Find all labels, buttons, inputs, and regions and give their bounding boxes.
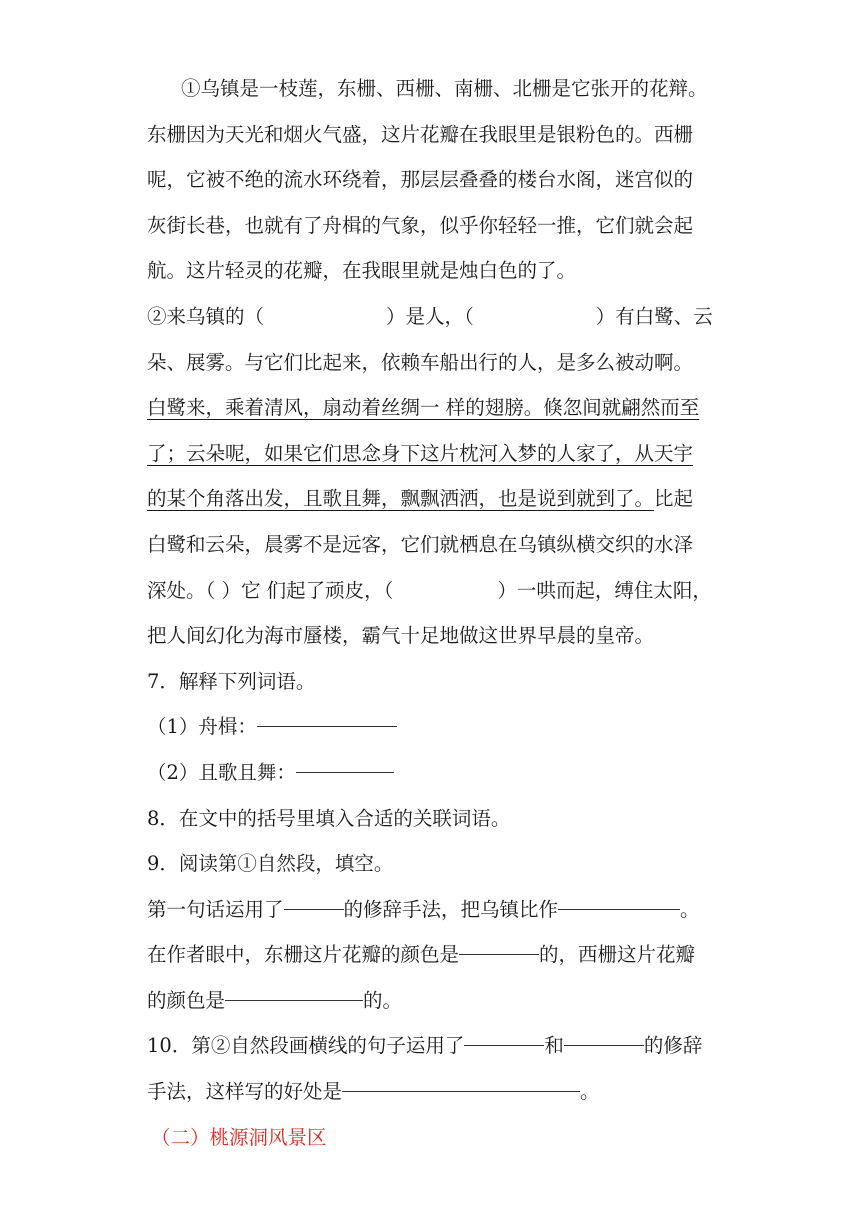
p2-text-l5b: 比起 [654,487,694,511]
q10-text-c: 的修辞 [643,1034,703,1058]
passage-p1-line-2: 东栅因为天光和烟火气盛，这片花瓣在我眼里是银粉色的。西栅 [147,122,694,146]
question-9-line-2 [147,932,717,978]
q9-text-d: 在作者眼中，东栅这片花瓣的颜色是 [147,943,460,967]
p2-text-c: ）有白鹭、云 [595,304,713,328]
p2-text-l7a: 深处。（ ）它 们起了顽皮，（ [147,578,394,602]
p2-text-l7b: ）一哄而起，缚住太阳， [497,578,712,602]
question-7-1 [147,704,717,750]
q9-rhetoric-blank[interactable] [284,908,344,910]
passage-p2-line-6: 白鹭和云朵，晨雾不是远客，它们就栖息在乌镇纵横交织的水泽 [147,532,694,556]
worksheet-page [147,66,717,1160]
q9-text-e: 的，西栅这片花瓣 [539,943,696,967]
passage-p2-line-2: 朵、展雾。与它们比起来，依赖车船出行的人，是多么被动啊。 [147,350,694,374]
q7-1-answer-blank[interactable] [257,725,397,727]
p2-text-b: ）是人，（ [386,304,474,328]
question-10-line-2 [147,1069,717,1115]
q9-metaphor-blank[interactable] [558,908,680,910]
question-9: 9．阅读第①自然段，填空。 [147,852,394,876]
passage-p2-underlined-line-3: 的某个角落出发，且歌且舞，飘飘洒洒，也是说到就到了。 [147,487,655,511]
section-title: （二）桃源洞风景区 [151,1125,327,1149]
passage-p2-line-8: 把人间幻化为海市蜃楼，霸气十足地做这世界早晨的皇帝。 [147,624,655,648]
q10-text-b: 和 [544,1034,564,1058]
question-7-2 [147,750,717,796]
p2-text-a: ②来乌镇的（ [147,304,265,328]
q7-1-label: （1）舟楫： [147,715,257,739]
q9-text-f: 的颜色是 [147,988,226,1012]
question-7: 7．解释下列词语。 [147,669,316,693]
q9-text-a: 第一句话运用了 [147,897,284,921]
q9-text-b: 的修辞手法，把乌镇比作 [343,897,559,921]
passage-p2-underlined-line-2: 了；云朵呢，如果它们思念身下这片枕河入梦的人家了，从天宇 [147,441,694,465]
passage-p1-line-5: 航。这片轻灵的花瓣，在我眼里就是烛白色的了。 [147,259,577,283]
q7-2-label: （2）且歌且舞： [147,760,296,784]
passage-p1-line-3: 呢，它被不绝的流水环绕着，那层层叠叠的楼台水阁，迷宫似的 [147,168,694,192]
question-10 [147,1023,717,1069]
passage-p1-line-1: ①乌镇是一枝莲，东栅、西栅、南栅、北栅是它张开的花辩。 [181,77,708,100]
q10-rhetoric-blank-1[interactable] [464,1044,544,1046]
q10-benefit-blank[interactable] [342,1090,580,1092]
q10-text-d: 手法，这样写的好处是 [147,1080,343,1104]
q10-text-a: 10．第②自然段画横线的句子运用了 [147,1034,465,1058]
q10-text-e: 。 [580,1080,600,1104]
passage-p1-line-4: 灰街长巷，也就有了舟楫的气象，似乎你轻轻一推，它们就会起 [147,213,694,237]
passage-p2-line-5 [147,476,717,522]
q10-rhetoric-blank-2[interactable] [564,1044,644,1046]
passage-p2-underlined-line-1: 白鹭来，乘着清风，扇动着丝绸一 样的翅膀。倏忽间就翩然而至 [147,396,700,420]
passage-p2-line-1 [147,294,717,340]
q9-text-g: 的。 [363,988,403,1012]
q9-east-color-blank[interactable] [459,953,539,955]
question-9-line-1 [147,887,717,933]
q7-2-answer-blank[interactable] [296,771,394,773]
question-9-line-3 [147,978,717,1024]
question-8: 8．在文中的括号里填入合适的关联词语。 [147,806,511,830]
q9-west-color-blank[interactable] [225,999,363,1001]
q9-text-c: 。 [680,897,700,921]
passage-p2-line-7 [147,568,717,614]
